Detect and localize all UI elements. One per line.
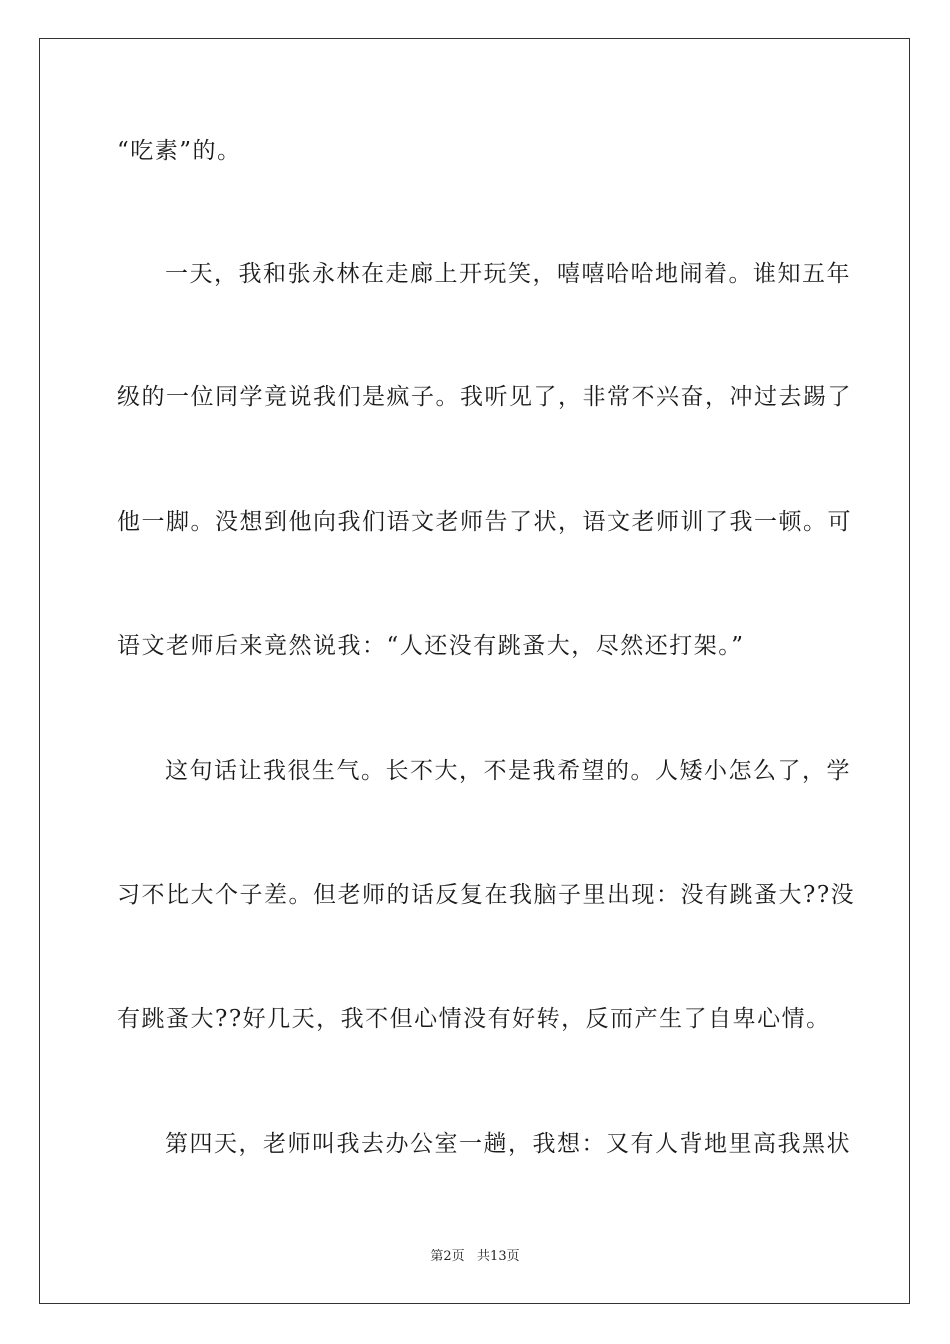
- page-border: [39, 38, 910, 1304]
- paragraph-line: 这句话让我很生气。长不大，不是我希望的。人矮小怎么了，学: [165, 758, 851, 784]
- page-number: 第2页 共13页: [430, 1249, 520, 1264]
- text-line: 级的一位同学竟说我们是疯子。我听见了，非常不兴奋，冲过去踢了: [117, 384, 852, 410]
- text-line: 有跳蚤大??好几天，我不但心情没有好转，反而产生了自卑心情。: [117, 1006, 831, 1032]
- text-line: 他一脚。没想到他向我们语文老师告了状，语文老师训了我一顿。可: [117, 509, 852, 535]
- paragraph-line: 一天，我和张永林在走廊上开玩笑，嘻嘻哈哈地闹着。谁知五年: [165, 261, 851, 287]
- text-line: “吃素”的。: [117, 138, 242, 164]
- paragraph-line: 第四天，老师叫我去办公室一趟，我想：又有人背地里高我黑状: [165, 1131, 851, 1157]
- text-line: 语文老师后来竟然说我：“人还没有跳蚤大，尽然还打架。”: [117, 633, 745, 659]
- text-line: 习不比大个子差。但老师的话反复在我脑子里出现：没有跳蚤大??没: [117, 882, 856, 908]
